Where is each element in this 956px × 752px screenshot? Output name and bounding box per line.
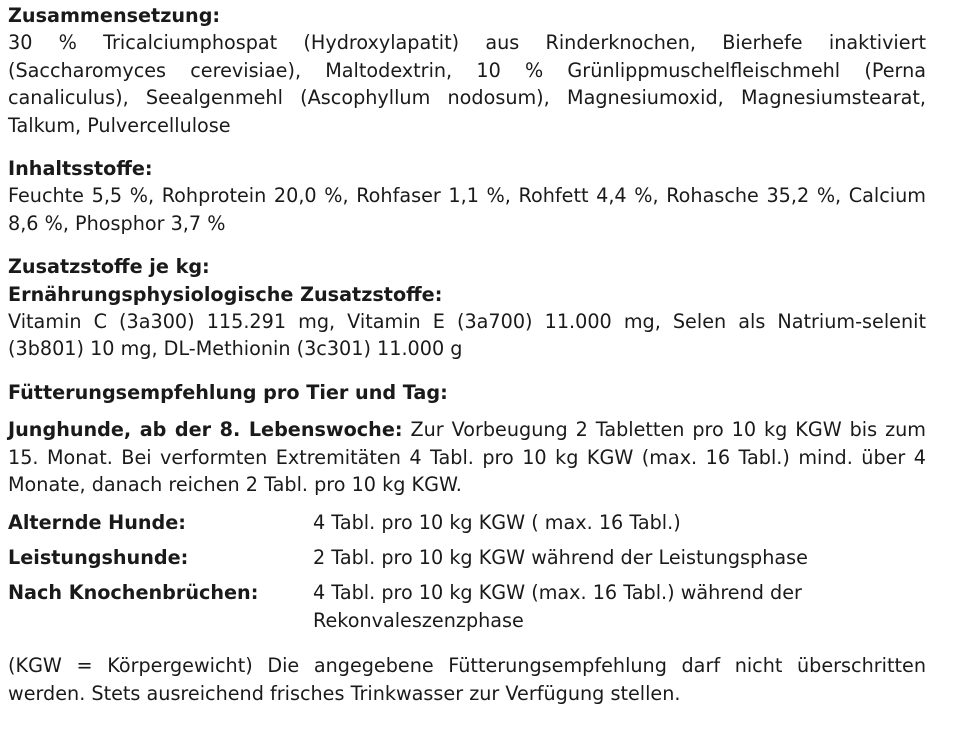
feeding-row-senior (8, 509, 926, 536)
composition-text: 30 % Tricalciumphospat (Hydroxylapatit) aus Rinderknochen, Bierhefe inaktiviert (Saccharomyces cerevisiae), Maltodextrin, 10 % Grünlippmuschelfleischmehl (Perna canaliculus), Seealgenmehl (Ascophyllum nodosum), Magnesiumoxid, Magnesiumstearat, Talkum, Pulvercellulose (8, 31, 926, 137)
feeding-row-value: 4 Tabl. pro 10 kg KGW ( max. 16 Tabl.) (313, 510, 681, 534)
additives-section (8, 253, 926, 363)
ingredients-text: Feuchte 5,5 %, Rohprotein 20,0 %, Rohfaser 1,1 %, Rohfett 4,4 %, Rohasche 35,2 %, Calcium 8,6 %, Phosphor 3,7 % (8, 184, 926, 235)
additives-text: Vitamin C (3a300) 115.291 mg, Vitamin E (3a700) 11.000 mg, Selen als Natrium-selenit (3b801) 10 mg, DL-Methionin (3c301) 11.000 g (8, 310, 926, 361)
feeding-row-label: Alternde Hunde: (8, 510, 186, 534)
additives-heading: Zusatzstoffe je kg: (8, 255, 210, 279)
feeding-heading: Fütterungsempfehlung pro Tier und Tag: (8, 380, 448, 404)
feeding-row-value: 2 Tabl. pro 10 kg KGW während der Leistungsphase (313, 545, 808, 569)
puppies-text: Zur Vorbeugung 2 Tabletten pro 10 kg KGW bis zum 15. Monat. Bei verformten Extremitäten 4 Tabl. pro 10 kg KGW (max. 16 Tabl.) mind. über 4 Monate, danach reichen 2 Tabl. pro 10 kg KGW. (8, 418, 926, 497)
ingredients-section (8, 155, 926, 237)
feeding-row-working (8, 544, 926, 571)
puppies-paragraph (8, 416, 926, 498)
feeding-row-label: Leistungshunde: (8, 545, 189, 569)
feeding-row-fractures (8, 579, 926, 634)
feeding-section (8, 379, 926, 707)
additives-subheading: Ernährungsphysiologische Zusatzstoffe: (8, 282, 443, 306)
feeding-row-value: 4 Tabl. pro 10 kg KGW (max. 16 Tabl.) während der Rekonvaleszenzphase (313, 581, 802, 632)
composition-section (8, 2, 926, 139)
feeding-note: (KGW = Körpergewicht) Die angegebene Fütterungsempfehlung darf nicht überschritten werden. Stets ausreichend frisches Trinkwasser zur Verfügung stellen. (8, 654, 926, 705)
puppies-label: Junghunde, ab der 8. Lebenswoche: (8, 418, 403, 442)
composition-heading: Zusammensetzung: (8, 4, 221, 27)
ingredients-heading: Inhaltsstoffe: (8, 157, 153, 181)
feeding-row-label: Nach Knochenbrüchen: (8, 581, 259, 605)
